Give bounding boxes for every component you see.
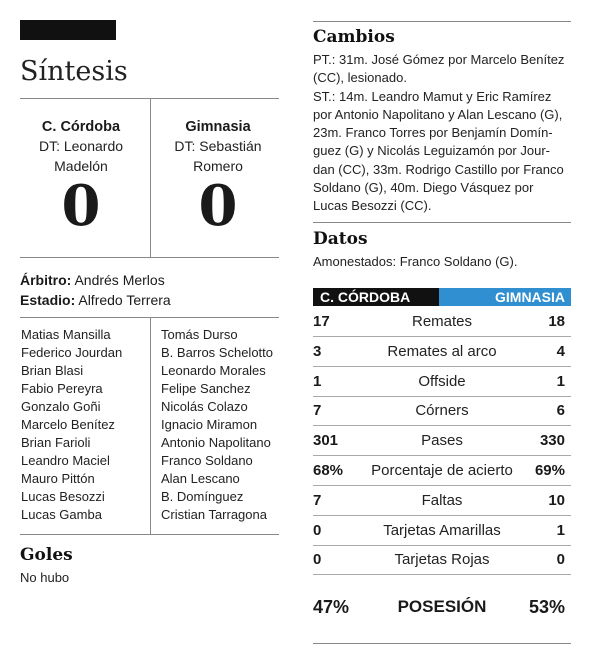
divider bbox=[20, 257, 279, 258]
stats-home-header bbox=[313, 288, 439, 306]
away-player: Ignacio Miramon bbox=[161, 417, 258, 432]
changes-text bbox=[313, 51, 564, 216]
stat-away-value: 0 bbox=[556, 551, 565, 569]
stat-home-value: 1 bbox=[313, 372, 322, 390]
stat-home-value: 301 bbox=[313, 432, 339, 450]
stat-home-value: 0 bbox=[313, 521, 322, 539]
stat-home-value: 0 bbox=[313, 551, 322, 569]
home-player: Lucas Gamba bbox=[21, 507, 102, 522]
stat-label: Tarjetas Amarillas bbox=[383, 521, 501, 539]
page-title: Síntesis bbox=[20, 56, 128, 87]
changes-line: PT.: 31m. José Gómez por Marcelo Benítez bbox=[313, 52, 565, 67]
goals-heading: Goles bbox=[20, 545, 73, 565]
stat-label: Remates al arco bbox=[387, 342, 497, 360]
home-player: Mauro Pittón bbox=[21, 471, 95, 486]
stat-label: Porcentaje de acierto bbox=[371, 462, 513, 479]
away-player: Felipe Sanchez bbox=[161, 381, 251, 396]
away-coach-line1: DT: Sebastián bbox=[174, 138, 262, 154]
away-player: Leonardo Morales bbox=[161, 363, 266, 378]
away-player: Tomás Durso bbox=[161, 327, 238, 342]
divider bbox=[313, 222, 571, 223]
stat-home-value: 17 bbox=[313, 313, 330, 330]
referee-line bbox=[20, 270, 165, 290]
stat-away-value: 6 bbox=[556, 402, 565, 420]
home-player: Gonzalo Goñi bbox=[21, 399, 101, 414]
stat-away-value: 1 bbox=[556, 521, 565, 539]
divider bbox=[313, 21, 571, 22]
section-marker bbox=[20, 20, 116, 40]
stat-row bbox=[313, 545, 571, 575]
away-player: B. Barros Schelotto bbox=[161, 345, 273, 360]
possession-away: 53% bbox=[528, 597, 565, 617]
stat-divider bbox=[313, 574, 571, 575]
home-team-block bbox=[16, 118, 146, 239]
stat-row bbox=[313, 486, 571, 516]
changes-line: Soldano (G), 40m. Diego Vásquez por bbox=[313, 180, 534, 196]
possession-label: POSESIÓN bbox=[397, 597, 487, 616]
divider bbox=[20, 534, 279, 535]
home-coach-line1: DT: Leonardo bbox=[38, 138, 124, 154]
stat-row bbox=[313, 456, 571, 486]
stat-home-value: 68% bbox=[313, 462, 344, 479]
stat-row bbox=[313, 516, 571, 546]
home-player: Federico Jourdan bbox=[21, 345, 123, 360]
away-player: Antonio Napolitano bbox=[161, 435, 271, 450]
referee-label: Árbitro: bbox=[20, 272, 72, 288]
datos-heading: Datos bbox=[313, 229, 368, 249]
changes-line: dan (CC), 33m. Rodrigo Castillo por Franco bbox=[313, 161, 564, 177]
goals-text: No hubo bbox=[20, 570, 70, 585]
stat-away-value: 1 bbox=[556, 372, 565, 390]
possession-row bbox=[313, 597, 571, 621]
stat-label: Pases bbox=[421, 432, 463, 450]
home-player: Matias Mansilla bbox=[21, 327, 111, 342]
stat-row bbox=[313, 307, 571, 337]
stat-label: Faltas bbox=[421, 491, 463, 509]
home-score: 0 bbox=[61, 173, 101, 239]
stat-label: Offside bbox=[418, 372, 466, 390]
home-coach-line2: Madelón bbox=[54, 158, 108, 174]
stadium-label: Estadio: bbox=[20, 292, 76, 308]
stat-label: Tarjetas Rojas bbox=[394, 551, 490, 569]
away-player: Franco Soldano bbox=[161, 453, 253, 468]
possession-home: 47% bbox=[313, 597, 350, 617]
away-team-block bbox=[153, 118, 283, 239]
changes-line: guez (G) y Nicolás Leguizamón por Jour- bbox=[313, 143, 550, 159]
changes-line: (CC), lesionado. bbox=[313, 70, 407, 86]
changes-line: Lucas Besozzi (CC). bbox=[313, 198, 432, 214]
referee-value: Andrés Merlos bbox=[71, 272, 165, 288]
stat-row bbox=[313, 337, 571, 367]
stat-away-value: 69% bbox=[534, 462, 565, 479]
changes-line: 23m. Franco Torres por Benjamín Domín- bbox=[313, 125, 553, 141]
home-player: Brian Blasi bbox=[21, 363, 84, 378]
stat-row bbox=[313, 396, 571, 426]
changes-heading: Cambios bbox=[313, 27, 395, 47]
stats-away-team: GIMNASIA bbox=[495, 289, 565, 305]
home-player: Fabio Pereyra bbox=[21, 381, 103, 396]
stat-home-value: 7 bbox=[313, 491, 322, 509]
home-player: Leandro Maciel bbox=[21, 453, 110, 468]
away-team-name: Gimnasia bbox=[185, 119, 251, 135]
stat-label: Remates bbox=[411, 313, 473, 330]
stadium-value: Alfredo Terrera bbox=[75, 292, 171, 308]
changes-line: por Antonio Napolitano y Alan Lescano (G), bbox=[313, 106, 563, 122]
home-team-name: C. Córdoba bbox=[41, 119, 121, 135]
stat-away-value: 4 bbox=[556, 342, 565, 360]
stat-home-value: 7 bbox=[313, 402, 322, 420]
stat-away-value: 18 bbox=[548, 313, 565, 330]
away-coach-line2: Romero bbox=[193, 158, 243, 174]
changes-line: ST.: 14m. Leandro Mamut y Eric Ramírez bbox=[313, 88, 552, 104]
team-divider bbox=[150, 99, 151, 257]
home-player: Brian Farioli bbox=[21, 435, 91, 450]
away-player: Nicolás Colazo bbox=[161, 399, 248, 414]
divider bbox=[313, 643, 571, 644]
bookings-text: Amonestados: Franco Soldano (G). bbox=[313, 254, 518, 269]
away-player: Alan Lescano bbox=[161, 471, 240, 486]
stats-away-header bbox=[439, 288, 571, 306]
away-score: 0 bbox=[198, 173, 238, 239]
stat-home-value: 3 bbox=[313, 342, 322, 360]
home-player: Marcelo Benítez bbox=[21, 417, 115, 432]
stat-away-value: 330 bbox=[539, 432, 565, 450]
stat-row bbox=[313, 367, 571, 397]
lineup-divider bbox=[150, 318, 151, 534]
stats-home-team: C. CÓRDOBA bbox=[320, 289, 411, 305]
stadium-line bbox=[20, 290, 171, 310]
away-player: Cristian Tarragona bbox=[161, 507, 267, 522]
home-player: Lucas Besozzi bbox=[21, 489, 105, 504]
stat-row bbox=[313, 426, 571, 456]
away-player: B. Domínguez bbox=[161, 489, 244, 504]
stat-away-value: 10 bbox=[548, 491, 565, 509]
stat-label: Córners bbox=[415, 402, 469, 420]
